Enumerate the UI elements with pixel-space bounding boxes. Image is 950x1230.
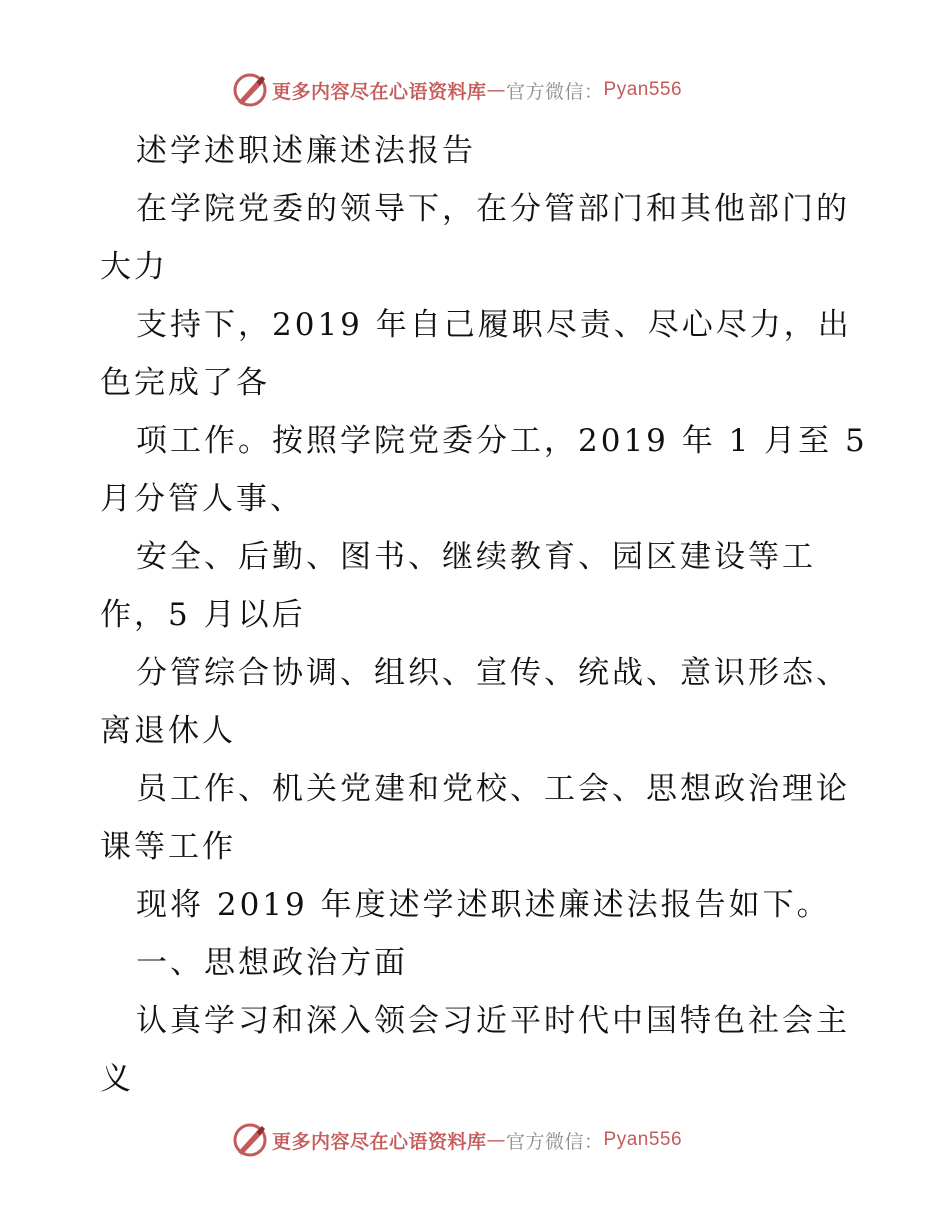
watermark-wechat-id: Pyan556 bbox=[603, 79, 683, 100]
header-watermark bbox=[232, 72, 682, 108]
text-line: 课等工作 bbox=[100, 829, 236, 865]
watermark-dash: — bbox=[486, 1129, 507, 1151]
watermark-text: 更多内容尽在心语资料库 bbox=[272, 80, 487, 103]
text-line: 安全、后勤、图书、继续教育、园区建设等工 bbox=[136, 539, 816, 575]
watermark-text: 更多内容尽在心语资料库 bbox=[272, 1130, 487, 1153]
watermark-label: 官方微信： bbox=[506, 80, 604, 103]
text-line: 支持下，2019 年自己履职尽责、尽心尽力，出 bbox=[136, 307, 852, 343]
text-line: 义 bbox=[100, 1061, 134, 1097]
pen-seal-logo-icon bbox=[232, 72, 268, 108]
text-line: 现将 2019 年度述学述职述廉述法报告如下。 bbox=[136, 887, 831, 923]
section-heading: 一、思想政治方面 bbox=[136, 945, 408, 981]
text-line: 色完成了各 bbox=[100, 365, 270, 401]
text-line: 员工作、机关党建和党校、工会、思想政治理论 bbox=[136, 771, 850, 807]
text-line: 分管综合协调、组织、宣传、统战、意识形态、 bbox=[136, 655, 850, 691]
watermark-dash: — bbox=[486, 79, 507, 101]
pen-seal-logo-icon bbox=[232, 1122, 268, 1158]
text-line: 认真学习和深入领会习近平时代中国特色社会主 bbox=[136, 1003, 850, 1039]
footer-watermark bbox=[232, 1122, 682, 1158]
document-title: 述学述职述廉述法报告 bbox=[136, 133, 476, 169]
text-line: 作，5 月以后 bbox=[100, 597, 306, 633]
text-line: 在学院党委的领导下，在分管部门和其他部门的 bbox=[136, 191, 850, 227]
text-line: 项工作。按照学院党委分工，2019 年 1 月至 5 bbox=[136, 423, 868, 459]
watermark-label: 官方微信： bbox=[506, 1130, 604, 1153]
text-line: 离退休人 bbox=[100, 713, 236, 749]
watermark-wechat-id: Pyan556 bbox=[603, 1129, 683, 1150]
document-body bbox=[100, 122, 868, 1108]
text-line: 大力 bbox=[100, 249, 168, 285]
text-line: 月分管人事、 bbox=[100, 481, 304, 517]
